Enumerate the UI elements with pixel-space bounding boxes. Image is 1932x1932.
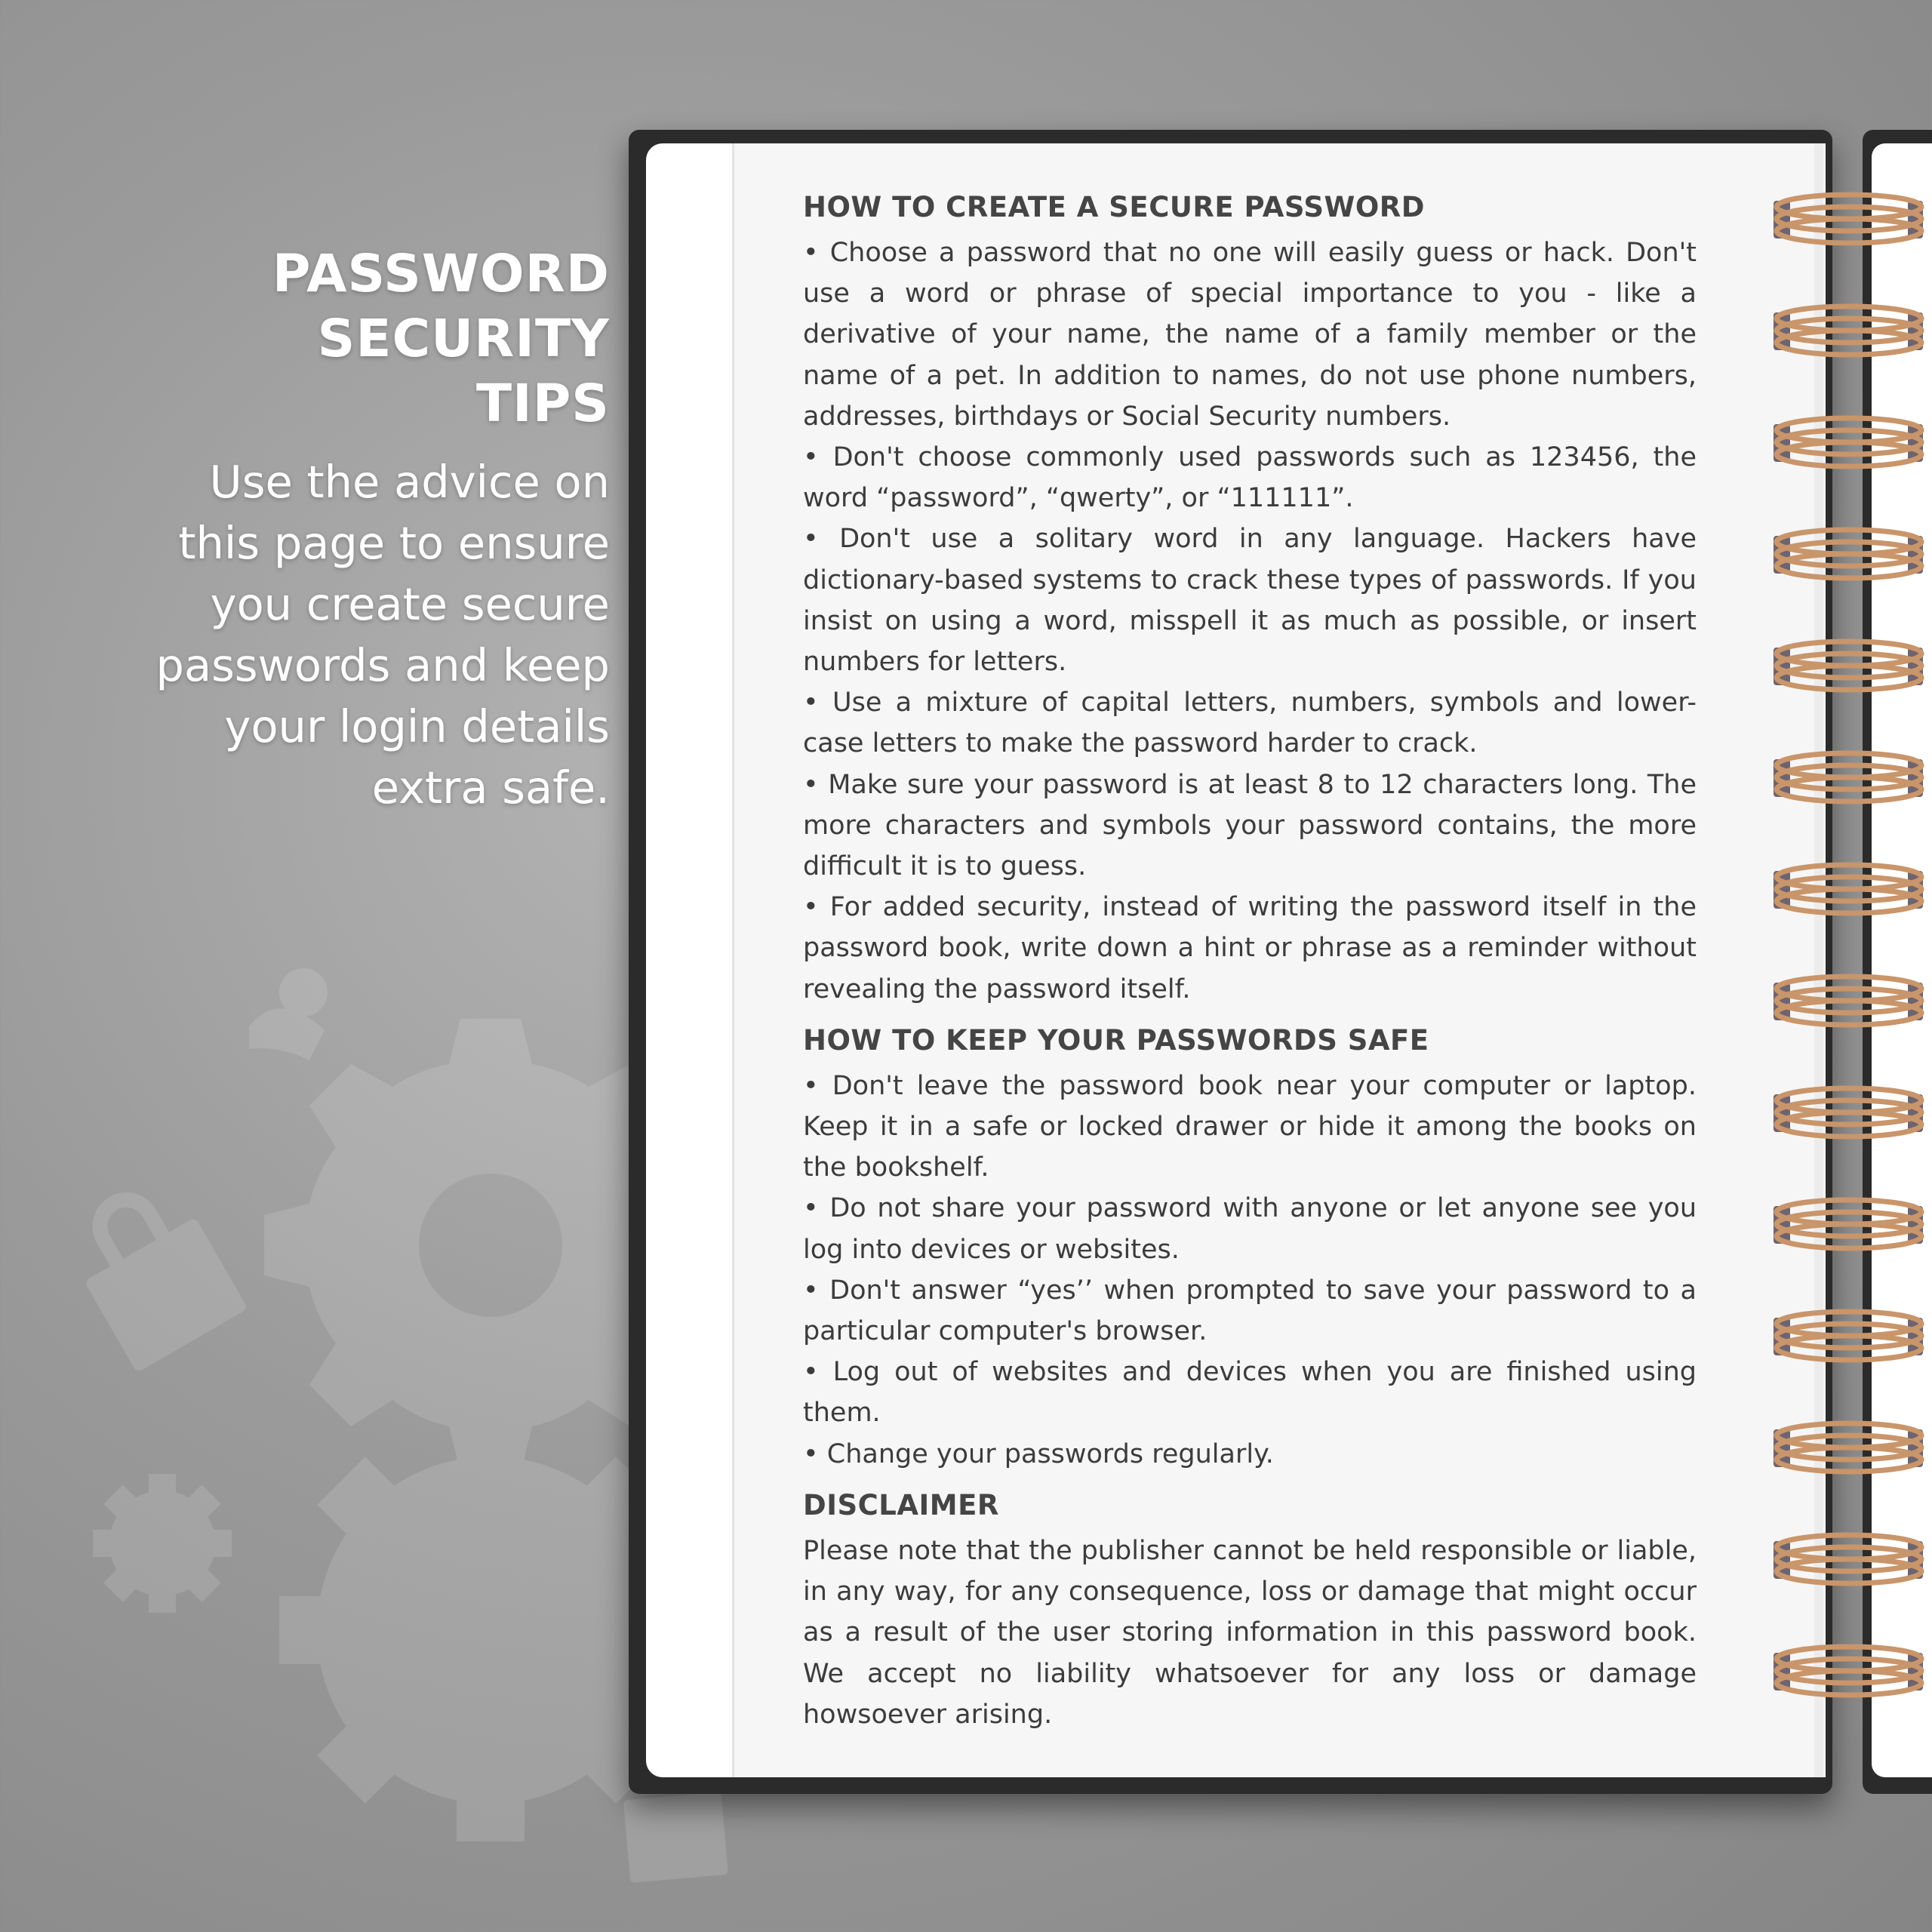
headline-line: PASSWORD	[272, 244, 610, 304]
spiral-ring	[1774, 1647, 1923, 1695]
tip-paragraph: • Make sure your password is at least 8 to 12 characters long. The more characters and symbols your password contains, the more difficult it is to guess.	[803, 769, 1697, 882]
subheadline	[30, 451, 610, 818]
headline	[30, 242, 610, 436]
tip-paragraph: • Don't answer “yes’’ when prompted to save your password to a particular computer's browser.	[803, 1275, 1697, 1347]
tip-paragraph: • Don't choose commonly used passwords such as 123456, the word “password”, “qwerty”, or “111111”.	[803, 442, 1697, 514]
headline-line: TIPS	[475, 374, 610, 434]
spiral-ring	[1774, 641, 1923, 690]
tip-paragraph: • Use a mixture of capital letters, numbers, symbols and lower-case letters to make the password harder to crack.	[803, 688, 1697, 759]
tip-paragraph: • Do not share your password with anyone or let anyone see you log into devices or websites.	[803, 1193, 1697, 1265]
spiral-ring	[1774, 977, 1923, 1025]
section-heading: HOW TO CREATE A SECURE PASSWORD	[803, 191, 1426, 223]
spiral-ring	[1774, 418, 1923, 466]
subheadline-line: this page to ensure	[178, 517, 610, 569]
padlock-icon	[623, 1792, 728, 1883]
tip-paragraph: • Change your passwords regularly.	[803, 1438, 1274, 1469]
padlock-icon	[54, 1165, 248, 1374]
subheadline-line: passwords and keep	[155, 639, 610, 691]
person-icon	[249, 968, 328, 1060]
disclaimer-paragraph: Please note that the publisher cannot be held responsible or liable, in any way, for any consequence, loss or damage that might occur as a result of the user storing information in this password book. We accept no liability whatsoever for any loss or damage howsoever arising.	[803, 1535, 1697, 1730]
spiral-ring	[1774, 530, 1923, 578]
section-heading: HOW TO KEEP YOUR PASSWORDS SAFE	[803, 1023, 1429, 1057]
gear-icon	[93, 1474, 232, 1613]
promo-text	[30, 242, 610, 818]
tip-paragraph: • For added security, instead of writing the password itself in the password book, write down a hint or phrase as a reminder without revealing the password itself.	[803, 892, 1697, 1004]
tip-paragraph: • Don't leave the password book near your computer or laptop. Keep it in a safe or locked drawer or hide it among the books on the bookshelf.	[803, 1070, 1697, 1183]
tip-paragraph: • Don't use a solitary word in any language. Hackers have dictionary-based systems to crack these types of passwords. If you insist on using a word, misspell it as much as possible, or insert numbers for letters.	[803, 524, 1697, 678]
tip-paragraph: • Log out of websites and devices when you are finished using them.	[803, 1357, 1697, 1429]
spiral-ring	[1774, 1312, 1923, 1360]
headline-line: SECURITY	[317, 309, 610, 369]
subheadline-line: extra safe.	[371, 761, 610, 814]
spiral-ring	[1774, 306, 1923, 355]
spiral-ring	[1774, 1200, 1923, 1248]
spiral-ring	[1774, 865, 1923, 913]
subheadline-line: your login details	[224, 700, 610, 752]
spiral-binding-icon	[1766, 0, 1932, 1932]
subheadline-line: Use the advice on	[209, 456, 610, 508]
spiral-ring	[1774, 1423, 1923, 1472]
tip-paragraph: • Choose a password that no one will easily guess or hack. Don't use a word or phrase of special importance to you - like a derivative of your name, the name of a family member or the name of a pet. In addition to names, do not use phone numbers, addresses, birthdays or Social Security numbers.	[803, 238, 1697, 432]
spiral-ring	[1774, 1088, 1923, 1137]
spiral-ring	[1774, 753, 1923, 801]
section-heading: DISCLAIMER	[803, 1488, 999, 1521]
spiral-ring	[1774, 195, 1923, 243]
page-content	[803, 187, 1697, 1735]
spiral-ring	[1774, 1535, 1923, 1583]
subheadline-line: you create secure	[210, 578, 610, 630]
